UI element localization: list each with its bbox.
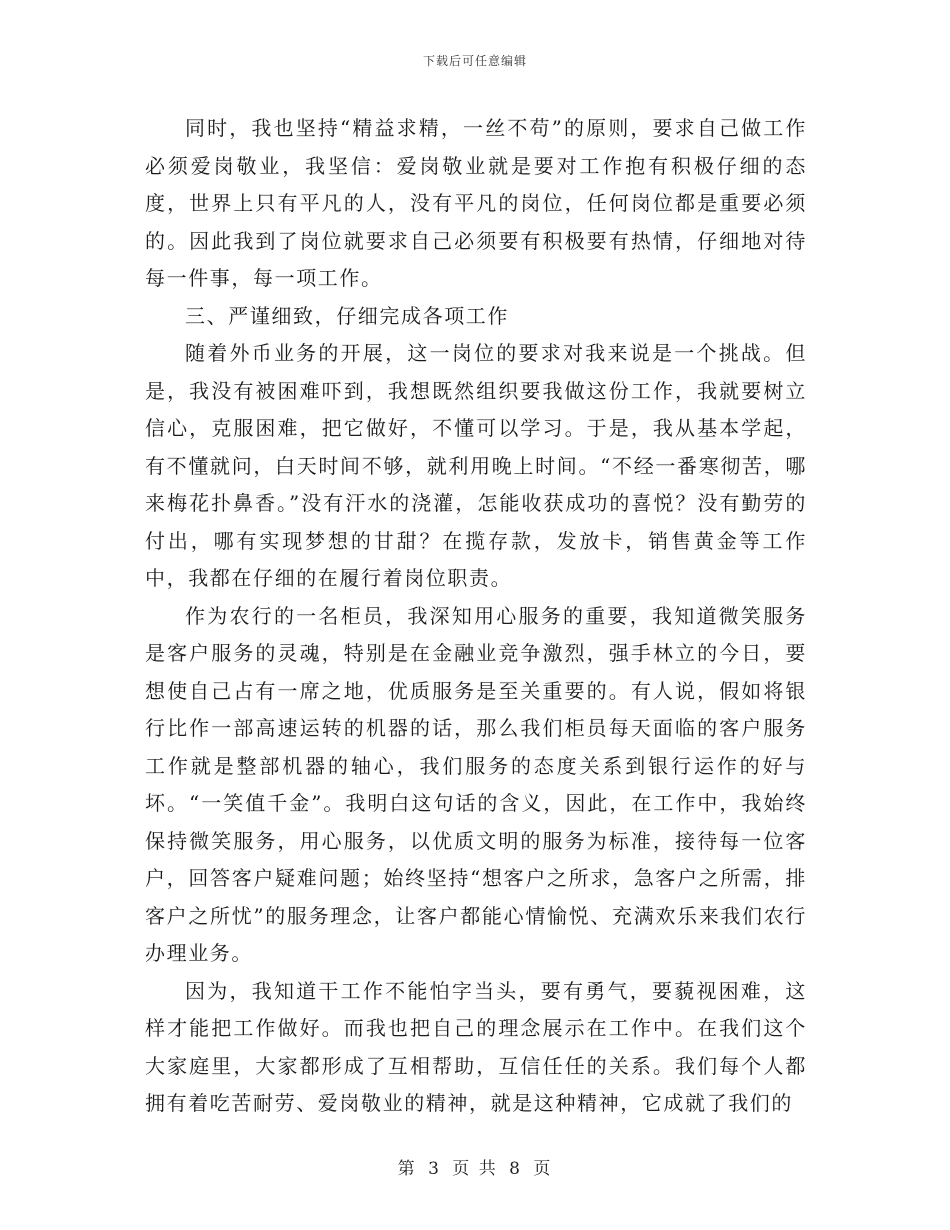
page-footer: [0, 1154, 950, 1179]
page-header: 下载后可任意编辑: [422, 54, 527, 68]
section-heading: 三、严谨细致，仔细完成各项工作: [185, 303, 509, 328]
paragraph: 同时，我也坚持“精益求精，一丝不苟”的原则，要求自己做工作必须爱岗敬业，我坚信：爱岗敬业就是要对工作抱有积极仔细的态度，世界上只有平凡的人，没有平凡的岗位，任何岗位都是重要必须的。因此我到了岗位就要求自己必须要有积极要有热情，仔细地对待每一件事，每一项工作。: [145, 116, 807, 290]
paragraph: 随着外币业务的开展，这一岗位的要求对我来说是一个挑战。但是，我没有被困难吓到，我想既然组织要我做这份工作，我就要树立信心，克服困难，把它做好，不懂可以学习。于是，我从基本学起，有不懂就问，白天时间不够，就利用晚上时间。“不经一番寒彻苦，哪来梅花扑鼻香。”没有汗水的浇灌，怎能收获成功的喜悦？没有勤劳的付出，哪有实现梦想的甘甜？在揽存款，发放卡，销售黄金等工作中，我都在仔细的在履行着岗位职责。: [145, 341, 807, 590]
paragraph: 因为，我知道干工作不能怕字当头，要有勇气，要藐视困难，这样才能把工作做好。而我也把自己的理念展示在工作中。在我们这个大家庭里，大家都形成了互相帮助，互信任任的关系。我们每个人都拥有着吃苦耐劳、爱岗敬业的精神，就是这种精神，它成就了我们的: [145, 978, 807, 1115]
paragraph: 作为农行的一名柜员，我深知用心服务的重要，我知道微笑服务是客户服务的灵魂，特别是在金融业竞争激烈，强手林立的今日，要想使自己占有一席之地，优质服务是至关重要的。有人说，假如将银行比作一部高速运转的机器的话，那么我们柜员每天面临的客户服务工作就是整部机器的轴心，我们服务的态度关系到银行运作的好与坏。“一笑值千金”。我明白这句话的含义，因此，在工作中，我始终保持微笑服务，用心服务，以优质文明的服务为标准，接待每一位客户，回答客户疑难问题；始终坚持“想客户之所求，急客户之所需，排客户之所忧”的服务理念，让客户都能心情愉悦、充满欢乐来我们农行办理业务。: [145, 603, 807, 965]
footer-suffix: 页: [533, 1159, 553, 1179]
total-pages-number: 8: [509, 1159, 522, 1179]
document-body: [145, 110, 807, 1123]
footer-mid: 页 共: [452, 1159, 498, 1179]
current-page-number: 3: [428, 1159, 441, 1179]
footer-prefix: 第: [397, 1159, 417, 1179]
